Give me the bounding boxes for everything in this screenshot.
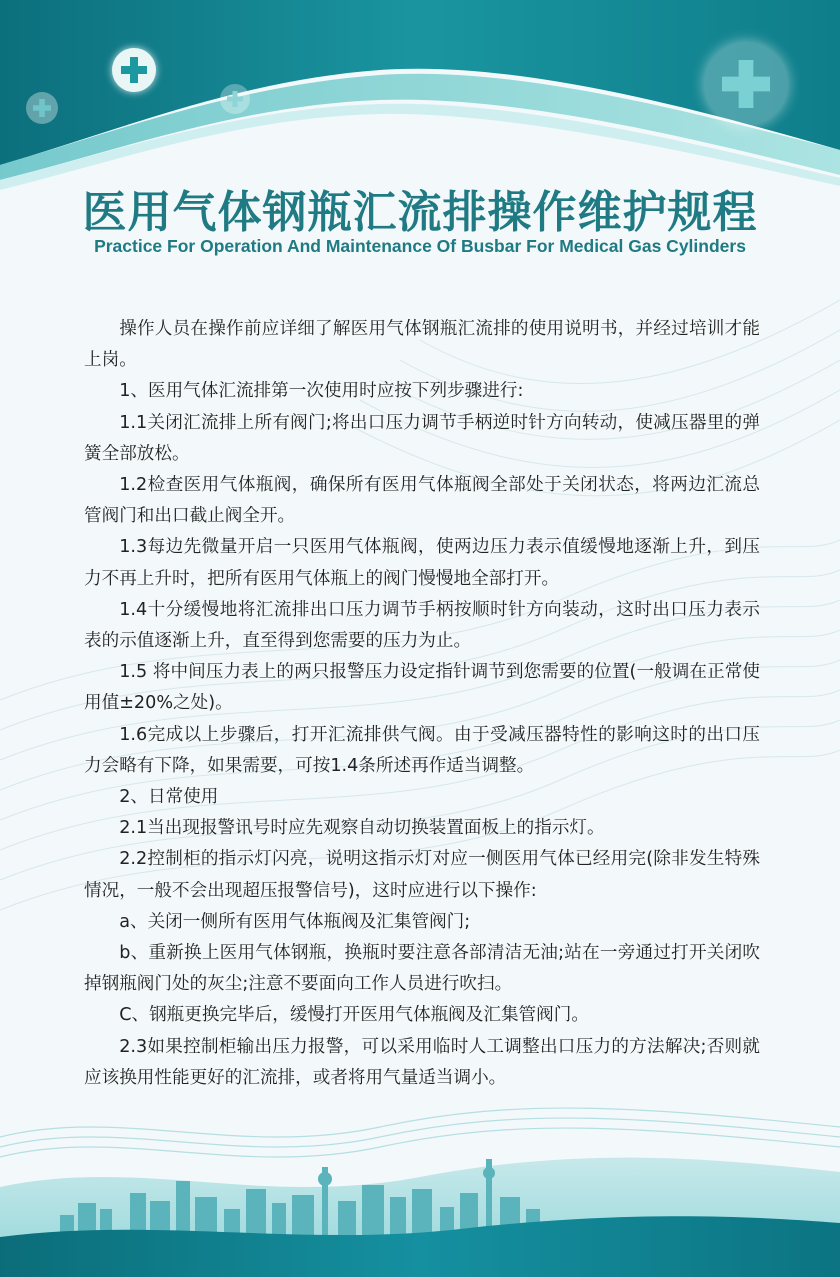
city-skyline-icon <box>0 1097 840 1277</box>
medical-cross-icon <box>112 48 156 92</box>
medical-cross-icon <box>26 92 58 124</box>
paragraph: 1.2检查医用气体瓶阀，确保所有医用气体瓶阀全部处于关闭状态，将两边汇流总管阀门和出口截止阀全开。 <box>84 475 760 527</box>
paragraph: 1.4十分缓慢地将汇流排出口压力调节手柄按顺时针方向装动，这时出口压力表示表的示值逐渐上升，直至得到您需要的压力为止。 <box>84 599 760 652</box>
paragraph: 2.1当出现报警讯号时应先观察自动切换装置面板上的指示灯。 <box>119 818 605 839</box>
paragraph: b、重新换上医用气体钢瓶，换瓶时要注意各部清洁无油;站在一旁通过打开关闭吹掉钢瓶阀门处的灰尘;注意不要面向工作人员进行吹扫。 <box>84 943 760 995</box>
page-title: 医用气体钢瓶汇流排操作维护规程 <box>82 187 758 238</box>
paragraph: 1.3每边先微量开启一只医用气体瓶阀，使两边压力表示值缓慢地逐渐上升，到压力不再上升时，把所有医用气体瓶上的阀门慢慢地全部打开。 <box>84 537 760 589</box>
medical-cross-icon <box>704 42 788 126</box>
paragraph: 2.2控制柜的指示灯闪亮，说明这指示灯对应一侧医用气体已经用完(除非发生特殊情况，一般不会出现超压报警信号)，这时应进行以下操作: <box>84 849 760 901</box>
paragraph: C、钢瓶更换完毕后，缓慢打开医用气体瓶阀及汇集管阀门。 <box>119 1005 589 1026</box>
medical-cross-icon <box>220 84 250 114</box>
paragraph: 1、医用气体汇流排第一次使用时应按下列步骤进行: <box>119 381 524 402</box>
paragraph: a、关闭一侧所有医用气体瓶阀及汇集管阀门; <box>119 911 471 932</box>
paragraph: 1.6完成以上步骤后，打开汇流排供气阀。由于受减压器特性的影响这时的出口压力会略有下降，如果需要，可按1.4条所述再作适当调整。 <box>84 724 760 776</box>
paragraph: 1.5 将中间压力表上的两只报警压力设定指针调节到您需要的位置(一般调在正常使用值±20%之处)。 <box>84 662 760 714</box>
paragraph: 2.3如果控制柜输出压力报警，可以采用临时人工调整出口压力的方法解决;否则就应该换用性能更好的汇流排，或者将用气量适当调小。 <box>84 1036 760 1088</box>
paragraph: 1.1关闭汇流排上所有阀门;将出口压力调节手柄逆时针方向转动，使减压器里的弹簧全部放松。 <box>84 412 760 464</box>
procedure-text <box>84 314 760 1094</box>
paragraph: 操作人员在操作前应详细了解医用气体钢瓶汇流排的使用说明书，并经过培训才能上岗。 <box>84 319 760 371</box>
paragraph: 2、日常使用 <box>119 787 219 808</box>
page-subtitle: Practice For Operation And Maintenance Of Busbar For Medical Gas Cylinders <box>94 236 746 256</box>
